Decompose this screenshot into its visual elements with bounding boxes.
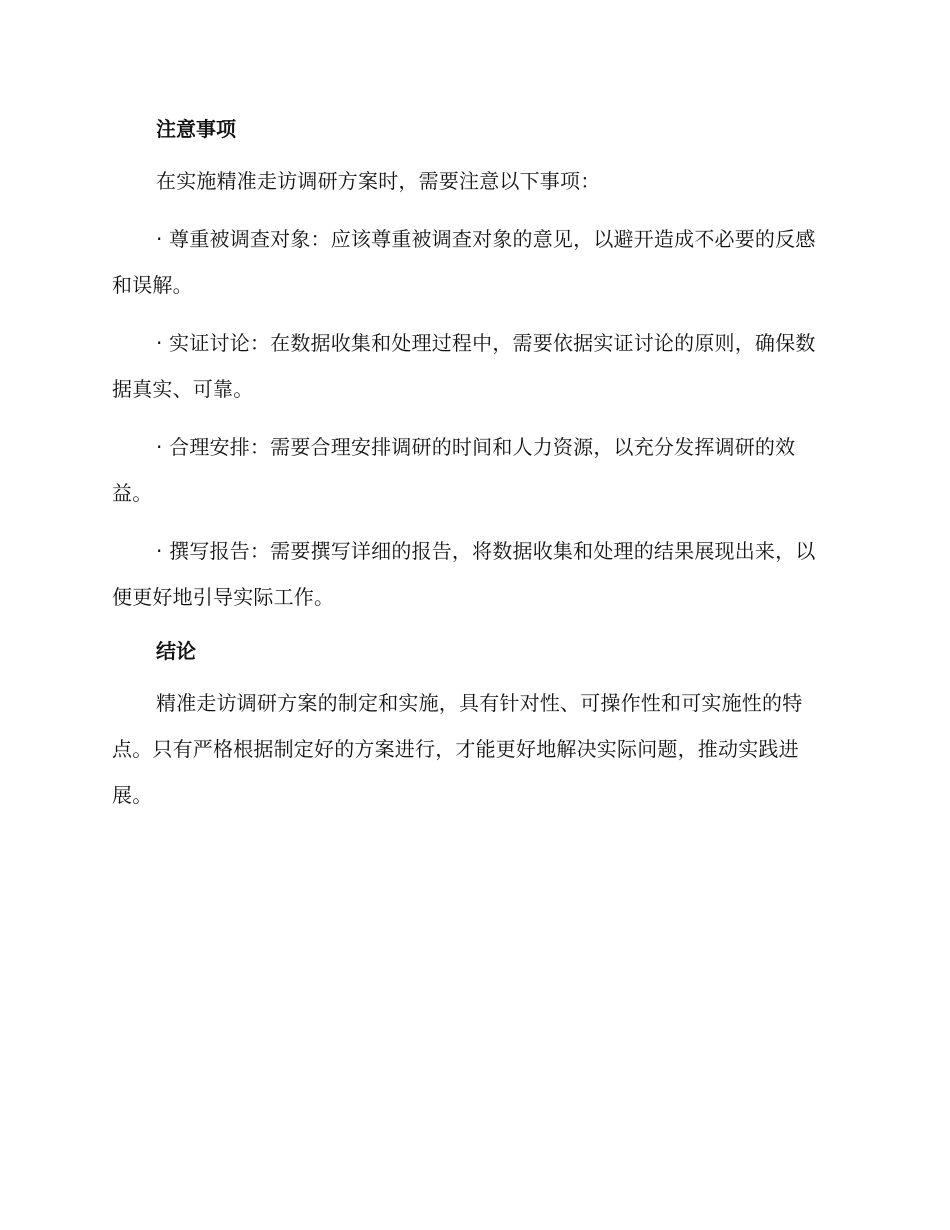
- document-page: [112, 110, 832, 818]
- section-heading-conclusion: 结论: [156, 639, 196, 663]
- notes-item-evidence: · 实证讨论：在数据收集和处理过程中，需要依据实证讨论的原则，确保数据真实、可靠。: [112, 331, 816, 401]
- notes-item-arrangement: · 合理安排：需要合理安排调研的时间和人力资源，以充分发挥调研的效益。: [112, 435, 796, 505]
- notes-intro-paragraph: 在实施精准走访调研方案时，需要注意以下事项：: [156, 169, 601, 193]
- notes-item-respect: · 尊重被调查对象：应该尊重被调查对象的意见，以避开造成不必要的反感和误解。: [112, 227, 816, 297]
- conclusion-paragraph: 精准走访调研方案的制定和实施，具有针对性、可操作性和可实施性的特点。只有严格根据制定好的方案进行，才能更好地解决实际问题，推动实践进展。: [112, 691, 803, 807]
- notes-item-report: · 撰写报告：需要撰写详细的报告，将数据收集和处理的结果展现出来，以便更好地引导实际工作。: [112, 539, 816, 609]
- section-heading-notes: 注意事项: [156, 117, 236, 141]
